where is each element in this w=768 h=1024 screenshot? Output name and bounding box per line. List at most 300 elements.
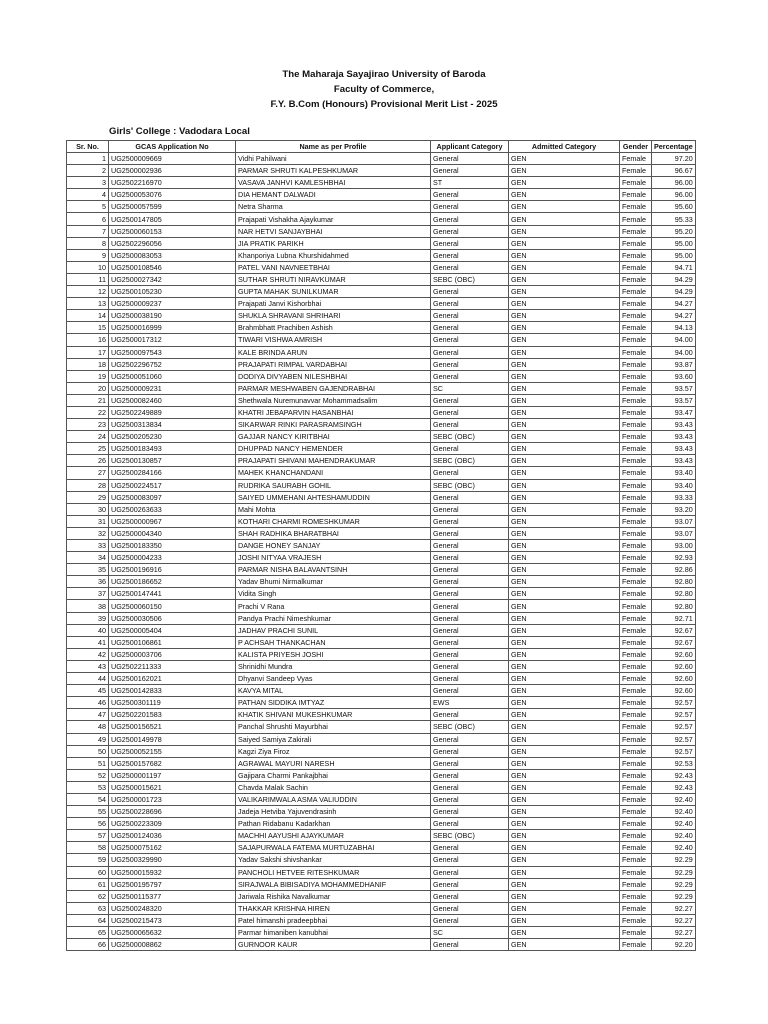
cell-applicant-category: General — [431, 939, 509, 951]
cell-gender: Female — [620, 781, 652, 793]
table-row — [67, 757, 696, 769]
cell-application-no: UG2500329990 — [109, 854, 236, 866]
cell-applicant-category: General — [431, 781, 509, 793]
cell-percentage: 95.60 — [652, 201, 696, 213]
cell-application-no: UG2502249889 — [109, 406, 236, 418]
document-header — [0, 67, 768, 112]
cell-admitted-category: GEN — [509, 890, 620, 902]
cell-percentage: 93.20 — [652, 503, 696, 515]
cell-sr-no: 20 — [67, 382, 109, 394]
cell-gender: Female — [620, 310, 652, 322]
cell-gender: Female — [620, 939, 652, 951]
table-row — [67, 491, 696, 503]
college-title: Girls' College : Vadodara Local — [109, 126, 250, 137]
cell-sr-no: 31 — [67, 515, 109, 527]
cell-name: Jadeja Hetviba Yajuvendrasinh — [236, 806, 431, 818]
cell-applicant-category: SC — [431, 382, 509, 394]
cell-admitted-category: GEN — [509, 842, 620, 854]
cell-percentage: 92.57 — [652, 733, 696, 745]
cell-sr-no: 37 — [67, 588, 109, 600]
cell-sr-no: 19 — [67, 370, 109, 382]
cell-application-no: UG2500130857 — [109, 455, 236, 467]
table-row — [67, 334, 696, 346]
table-row — [67, 443, 696, 455]
cell-sr-no: 47 — [67, 709, 109, 721]
cell-sr-no: 40 — [67, 624, 109, 636]
cell-percentage: 92.27 — [652, 927, 696, 939]
table-row — [67, 830, 696, 842]
cell-applicant-category: General — [431, 769, 509, 781]
cell-applicant-category: General — [431, 298, 509, 310]
cell-name: NAR HETVI SANJAYBHAI — [236, 225, 431, 237]
table-row — [67, 261, 696, 273]
cell-name: Brahmbhatt Prachiben Ashish — [236, 322, 431, 334]
cell-sr-no: 41 — [67, 636, 109, 648]
cell-percentage: 94.27 — [652, 298, 696, 310]
cell-applicant-category: General — [431, 346, 509, 358]
cell-admitted-category: GEN — [509, 854, 620, 866]
cell-admitted-category: GEN — [509, 358, 620, 370]
cell-gender: Female — [620, 600, 652, 612]
cell-applicant-category: SC — [431, 927, 509, 939]
cell-percentage: 92.40 — [652, 830, 696, 842]
cell-gender: Female — [620, 201, 652, 213]
cell-sr-no: 52 — [67, 769, 109, 781]
cell-gender: Female — [620, 636, 652, 648]
merit-list-title: F.Y. B.Com (Honours) Provisional Merit List - 2025 — [270, 99, 498, 110]
cell-admitted-category: GEN — [509, 588, 620, 600]
cell-applicant-category: General — [431, 854, 509, 866]
cell-application-no: UG2502201583 — [109, 709, 236, 721]
cell-sr-no: 55 — [67, 806, 109, 818]
cell-percentage: 92.93 — [652, 552, 696, 564]
table-row — [67, 394, 696, 406]
merit-list-body — [67, 153, 696, 951]
university-name: The Maharaja Sayajirao University of Baroda — [282, 69, 486, 80]
cell-percentage: 92.27 — [652, 914, 696, 926]
cell-name: MACHHI AAYUSHI AJAYKUMAR — [236, 830, 431, 842]
cell-application-no: UG2500162021 — [109, 673, 236, 685]
cell-admitted-category: GEN — [509, 673, 620, 685]
cell-applicant-category: General — [431, 842, 509, 854]
cell-admitted-category: GEN — [509, 721, 620, 733]
cell-applicant-category: SEBC (OBC) — [431, 830, 509, 842]
cell-gender: Female — [620, 370, 652, 382]
cell-sr-no: 42 — [67, 648, 109, 660]
cell-percentage: 96.67 — [652, 165, 696, 177]
cell-applicant-category: General — [431, 636, 509, 648]
cell-sr-no: 49 — [67, 733, 109, 745]
table-row — [67, 382, 696, 394]
cell-applicant-category: EWS — [431, 697, 509, 709]
cell-admitted-category: GEN — [509, 878, 620, 890]
cell-percentage: 92.27 — [652, 902, 696, 914]
table-row — [67, 769, 696, 781]
cell-admitted-category: GEN — [509, 600, 620, 612]
cell-gender: Female — [620, 443, 652, 455]
cell-name: Parmar himaniben kanubhai — [236, 927, 431, 939]
table-row — [67, 237, 696, 249]
cell-sr-no: 15 — [67, 322, 109, 334]
cell-admitted-category: GEN — [509, 189, 620, 201]
cell-application-no: UG2500017312 — [109, 334, 236, 346]
cell-name: AGRAWAL MAYURI NARESH — [236, 757, 431, 769]
cell-name: Vidhi Pahilwani — [236, 153, 431, 165]
cell-sr-no: 53 — [67, 781, 109, 793]
cell-application-no: UG2500065632 — [109, 927, 236, 939]
table-row — [67, 346, 696, 358]
cell-application-no: UG2500183350 — [109, 540, 236, 552]
cell-sr-no: 39 — [67, 612, 109, 624]
cell-application-no: UG2500224517 — [109, 479, 236, 491]
cell-percentage: 94.00 — [652, 334, 696, 346]
cell-applicant-category: General — [431, 733, 509, 745]
table-row — [67, 527, 696, 539]
cell-percentage: 92.60 — [652, 660, 696, 672]
table-row — [67, 697, 696, 709]
cell-name: KAVYA MITAL — [236, 685, 431, 697]
cell-gender: Female — [620, 334, 652, 346]
cell-percentage: 93.07 — [652, 527, 696, 539]
cell-percentage: 93.43 — [652, 455, 696, 467]
cell-sr-no: 13 — [67, 298, 109, 310]
cell-application-no: UG2500000967 — [109, 515, 236, 527]
cell-gender: Female — [620, 685, 652, 697]
cell-name: PRAJAPATI RIMPAL VARDABHAI — [236, 358, 431, 370]
cell-applicant-category: General — [431, 237, 509, 249]
cell-gender: Female — [620, 612, 652, 624]
table-row — [67, 552, 696, 564]
cell-application-no: UG2500016999 — [109, 322, 236, 334]
cell-gender: Female — [620, 552, 652, 564]
cell-gender: Female — [620, 491, 652, 503]
cell-applicant-category: General — [431, 527, 509, 539]
table-row — [67, 914, 696, 926]
cell-sr-no: 29 — [67, 491, 109, 503]
cell-percentage: 92.80 — [652, 576, 696, 588]
cell-applicant-category: General — [431, 600, 509, 612]
cell-applicant-category: General — [431, 564, 509, 576]
cell-percentage: 92.80 — [652, 588, 696, 600]
cell-gender: Female — [620, 431, 652, 443]
cell-applicant-category: General — [431, 225, 509, 237]
cell-percentage: 93.43 — [652, 431, 696, 443]
cell-applicant-category: General — [431, 406, 509, 418]
cell-percentage: 92.60 — [652, 648, 696, 660]
cell-gender: Female — [620, 479, 652, 491]
cell-percentage: 93.57 — [652, 382, 696, 394]
cell-sr-no: 6 — [67, 213, 109, 225]
cell-admitted-category: GEN — [509, 479, 620, 491]
cell-percentage: 96.00 — [652, 189, 696, 201]
cell-application-no: UG2500115377 — [109, 890, 236, 902]
cell-percentage: 92.57 — [652, 697, 696, 709]
cell-gender: Female — [620, 890, 652, 902]
cell-sr-no: 27 — [67, 467, 109, 479]
cell-percentage: 93.33 — [652, 491, 696, 503]
cell-sr-no: 36 — [67, 576, 109, 588]
cell-percentage: 93.40 — [652, 479, 696, 491]
cell-applicant-category: General — [431, 322, 509, 334]
cell-percentage: 92.57 — [652, 745, 696, 757]
cell-percentage: 92.53 — [652, 757, 696, 769]
cell-application-no: UG2500001197 — [109, 769, 236, 781]
table-row — [67, 902, 696, 914]
cell-admitted-category: GEN — [509, 939, 620, 951]
col-header-sr-no: Sr. No. — [67, 141, 109, 153]
table-row — [67, 806, 696, 818]
cell-name: Yadav Bhumi Nirmalkumar — [236, 576, 431, 588]
cell-applicant-category: General — [431, 370, 509, 382]
cell-percentage: 97.20 — [652, 153, 696, 165]
cell-admitted-category: GEN — [509, 818, 620, 830]
cell-sr-no: 24 — [67, 431, 109, 443]
table-row — [67, 878, 696, 890]
cell-admitted-category: GEN — [509, 757, 620, 769]
cell-admitted-category: GEN — [509, 286, 620, 298]
cell-application-no: UG2500082460 — [109, 394, 236, 406]
cell-percentage: 92.67 — [652, 636, 696, 648]
cell-admitted-category: GEN — [509, 612, 620, 624]
table-row — [67, 503, 696, 515]
cell-admitted-category: GEN — [509, 552, 620, 564]
cell-admitted-category: GEN — [509, 237, 620, 249]
table-row — [67, 358, 696, 370]
cell-name: DANGE HONEY SANJAY — [236, 540, 431, 552]
cell-gender: Female — [620, 165, 652, 177]
cell-sr-no: 17 — [67, 346, 109, 358]
cell-admitted-category: GEN — [509, 467, 620, 479]
cell-application-no: UG2500313834 — [109, 419, 236, 431]
cell-admitted-category: GEN — [509, 624, 620, 636]
table-row — [67, 685, 696, 697]
cell-percentage: 92.29 — [652, 866, 696, 878]
cell-name: KALISTA PRIYESH JOSHI — [236, 648, 431, 660]
cell-sr-no: 22 — [67, 406, 109, 418]
cell-applicant-category: General — [431, 394, 509, 406]
cell-name: SUTHAR SHRUTI NIRAVKUMAR — [236, 273, 431, 285]
table-row — [67, 419, 696, 431]
cell-application-no: UG2500147441 — [109, 588, 236, 600]
cell-name: DIA HEMANT DALWADI — [236, 189, 431, 201]
cell-gender: Female — [620, 733, 652, 745]
cell-sr-no: 64 — [67, 914, 109, 926]
table-row — [67, 721, 696, 733]
col-header-application-no: GCAS Application No — [109, 141, 236, 153]
cell-name: Shethwala Nuremunavvar Mohammadsalim — [236, 394, 431, 406]
cell-percentage: 92.57 — [652, 709, 696, 721]
cell-applicant-category: SEBC (OBC) — [431, 431, 509, 443]
cell-admitted-category: GEN — [509, 419, 620, 431]
cell-admitted-category: GEN — [509, 394, 620, 406]
col-header-applicant-category: Applicant Category — [431, 141, 509, 153]
cell-name: SHAH RADHIKA BHARATBHAI — [236, 527, 431, 539]
cell-name: PARMAR NISHA BALAVANTSINH — [236, 564, 431, 576]
cell-applicant-category: SEBC (OBC) — [431, 273, 509, 285]
cell-gender: Female — [620, 914, 652, 926]
cell-name: RUDRIKA SAURABH GOHIL — [236, 479, 431, 491]
table-row — [67, 673, 696, 685]
table-row — [67, 286, 696, 298]
table-row — [67, 636, 696, 648]
cell-name: SHUKLA SHRAVANI SHRIHARI — [236, 310, 431, 322]
cell-sr-no: 48 — [67, 721, 109, 733]
cell-admitted-category: GEN — [509, 709, 620, 721]
cell-gender: Female — [620, 866, 652, 878]
cell-sr-no: 66 — [67, 939, 109, 951]
cell-gender: Female — [620, 515, 652, 527]
cell-application-no: UG2500005404 — [109, 624, 236, 636]
cell-sr-no: 63 — [67, 902, 109, 914]
cell-gender: Female — [620, 503, 652, 515]
table-row — [67, 249, 696, 261]
cell-gender: Female — [620, 153, 652, 165]
cell-application-no: UG2500003706 — [109, 648, 236, 660]
cell-name: PATEL VANI NAVNEETBHAI — [236, 261, 431, 273]
cell-name: JADHAV PRACHI SUNIL — [236, 624, 431, 636]
cell-application-no: UG2500002936 — [109, 165, 236, 177]
table-row — [67, 818, 696, 830]
cell-name: SAJAPURWALA FATEMA MURTUZABHAI — [236, 842, 431, 854]
cell-application-no: UG2500195797 — [109, 878, 236, 890]
cell-name: Mahi Mohta — [236, 503, 431, 515]
cell-percentage: 94.71 — [652, 261, 696, 273]
cell-gender: Female — [620, 382, 652, 394]
table-row — [67, 431, 696, 443]
cell-gender: Female — [620, 346, 652, 358]
cell-sr-no: 9 — [67, 249, 109, 261]
cell-percentage: 93.43 — [652, 443, 696, 455]
cell-admitted-category: GEN — [509, 310, 620, 322]
cell-applicant-category: General — [431, 890, 509, 902]
cell-applicant-category: General — [431, 612, 509, 624]
cell-gender: Female — [620, 818, 652, 830]
table-row — [67, 189, 696, 201]
table-row — [67, 612, 696, 624]
cell-percentage: 95.00 — [652, 237, 696, 249]
cell-application-no: UG2500248320 — [109, 902, 236, 914]
cell-applicant-category: General — [431, 818, 509, 830]
table-row — [67, 153, 696, 165]
cell-gender: Female — [620, 745, 652, 757]
cell-percentage: 92.29 — [652, 890, 696, 902]
cell-sr-no: 33 — [67, 540, 109, 552]
col-header-percentage: Percentage — [652, 141, 696, 153]
cell-gender: Female — [620, 588, 652, 600]
cell-percentage: 92.57 — [652, 721, 696, 733]
cell-percentage: 94.00 — [652, 346, 696, 358]
table-row — [67, 733, 696, 745]
cell-percentage: 94.27 — [652, 310, 696, 322]
cell-applicant-category: General — [431, 153, 509, 165]
cell-name: Jariwala Rishika Navalkumar — [236, 890, 431, 902]
cell-sr-no: 54 — [67, 793, 109, 805]
cell-gender: Female — [620, 225, 652, 237]
cell-applicant-category: General — [431, 515, 509, 527]
table-row — [67, 939, 696, 951]
cell-name: KALE BRINDA ARUN — [236, 346, 431, 358]
cell-applicant-category: General — [431, 673, 509, 685]
cell-name: Kagzi Ziya Firoz — [236, 745, 431, 757]
cell-sr-no: 45 — [67, 685, 109, 697]
cell-applicant-category: ST — [431, 177, 509, 189]
cell-sr-no: 56 — [67, 818, 109, 830]
table-row — [67, 515, 696, 527]
cell-applicant-category: General — [431, 467, 509, 479]
cell-name: Pandya Prachi Nimeshkumar — [236, 612, 431, 624]
table-row — [67, 600, 696, 612]
cell-gender: Female — [620, 854, 652, 866]
cell-gender: Female — [620, 878, 652, 890]
cell-admitted-category: GEN — [509, 745, 620, 757]
cell-admitted-category: GEN — [509, 334, 620, 346]
cell-application-no: UG2500057599 — [109, 201, 236, 213]
cell-applicant-category: General — [431, 757, 509, 769]
cell-percentage: 93.43 — [652, 419, 696, 431]
cell-admitted-category: GEN — [509, 225, 620, 237]
cell-sr-no: 23 — [67, 419, 109, 431]
cell-gender: Female — [620, 842, 652, 854]
table-row — [67, 793, 696, 805]
cell-name: MAHEK KHANCHANDANI — [236, 467, 431, 479]
cell-application-no: UG2500001723 — [109, 793, 236, 805]
cell-admitted-category: GEN — [509, 697, 620, 709]
cell-gender: Female — [620, 540, 652, 552]
cell-gender: Female — [620, 261, 652, 273]
cell-percentage: 92.40 — [652, 793, 696, 805]
cell-applicant-category: General — [431, 793, 509, 805]
table-row — [67, 588, 696, 600]
table-row — [67, 479, 696, 491]
cell-percentage: 96.00 — [652, 177, 696, 189]
cell-application-no: UG2500052155 — [109, 745, 236, 757]
table-row — [67, 709, 696, 721]
cell-applicant-category: General — [431, 310, 509, 322]
cell-sr-no: 34 — [67, 552, 109, 564]
cell-gender: Female — [620, 527, 652, 539]
cell-admitted-category: GEN — [509, 781, 620, 793]
cell-percentage: 92.29 — [652, 878, 696, 890]
table-row — [67, 406, 696, 418]
cell-gender: Female — [620, 213, 652, 225]
cell-gender: Female — [620, 660, 652, 672]
cell-name: DODIYA DIVYABEN NILESHBHAI — [236, 370, 431, 382]
cell-name: Shrinidhi Mundra — [236, 660, 431, 672]
cell-percentage: 93.00 — [652, 540, 696, 552]
table-row — [67, 298, 696, 310]
cell-percentage: 92.20 — [652, 939, 696, 951]
cell-application-no: UG2502216970 — [109, 177, 236, 189]
cell-admitted-category: GEN — [509, 249, 620, 261]
cell-percentage: 95.00 — [652, 249, 696, 261]
cell-application-no: UG2500004233 — [109, 552, 236, 564]
cell-sr-no: 58 — [67, 842, 109, 854]
cell-sr-no: 10 — [67, 261, 109, 273]
cell-percentage: 94.29 — [652, 273, 696, 285]
cell-percentage: 92.60 — [652, 685, 696, 697]
cell-percentage: 93.57 — [652, 394, 696, 406]
cell-sr-no: 16 — [67, 334, 109, 346]
cell-application-no: UG2500124036 — [109, 830, 236, 842]
cell-percentage: 93.07 — [652, 515, 696, 527]
cell-applicant-category: General — [431, 419, 509, 431]
cell-admitted-category: GEN — [509, 806, 620, 818]
cell-gender: Female — [620, 769, 652, 781]
cell-name: Prachi V Rana — [236, 600, 431, 612]
cell-application-no: UG2500053076 — [109, 189, 236, 201]
cell-application-no: UG2500196916 — [109, 564, 236, 576]
cell-name: PATHAN SIDDIKA IMTYAZ — [236, 697, 431, 709]
